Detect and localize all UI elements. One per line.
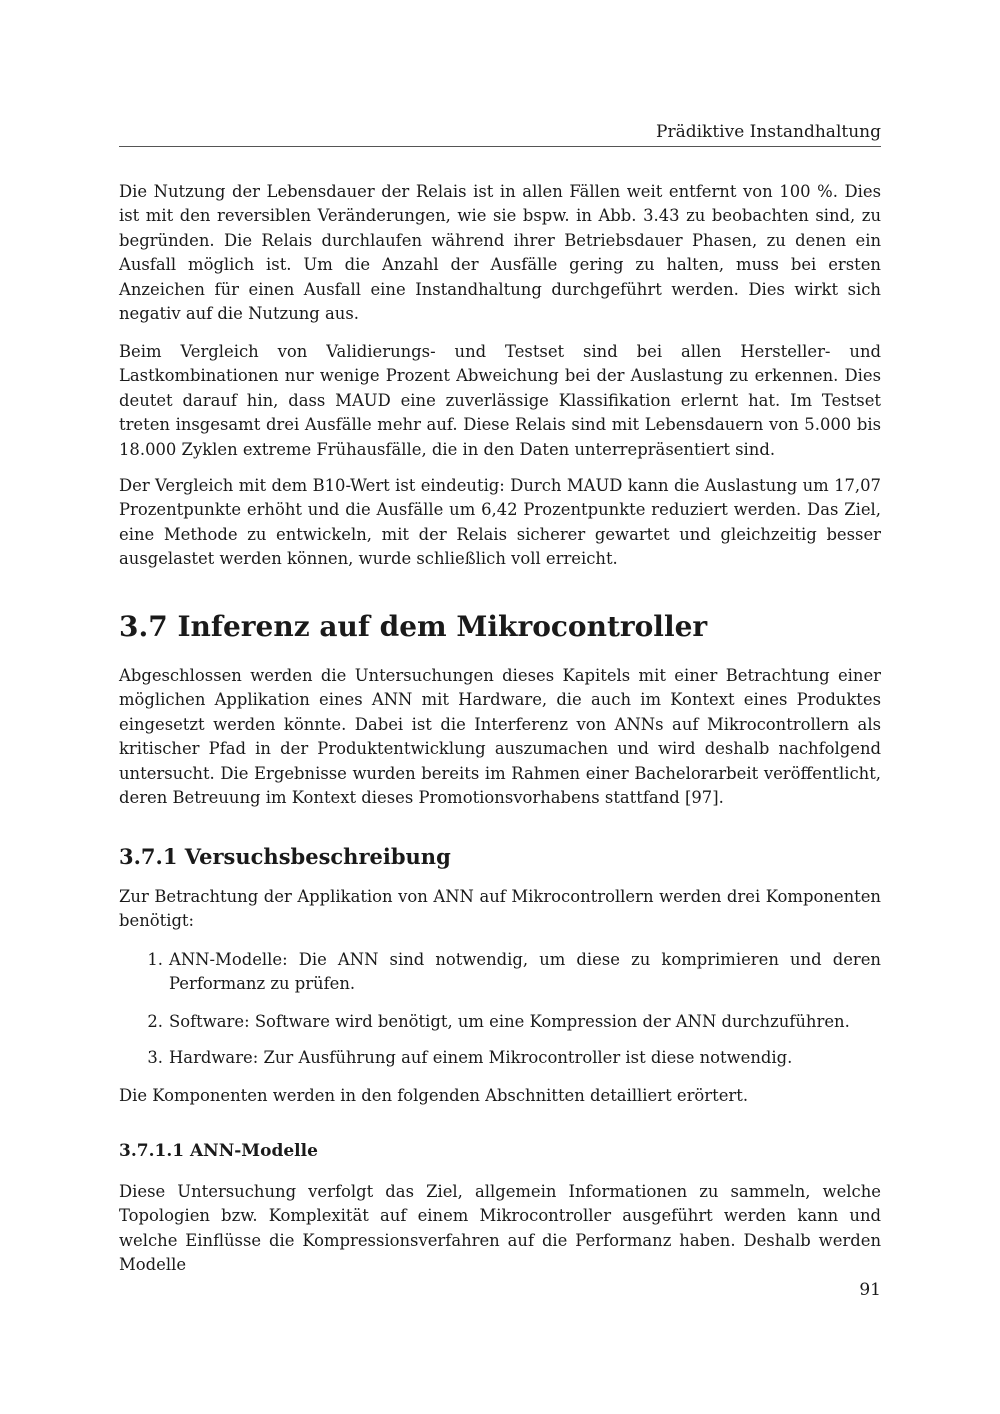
list-item-number: 2. [147, 1012, 163, 1031]
subsection-heading-block [119, 843, 881, 871]
paragraph-text: Die Nutzung der Lebensdauer der Relais ist in allen Fällen weit entfernt von 100 %. Dies ist mit den reversiblen Veränderungen, wie sie bspw. in Abb. 3.43 zu beobachten sind, zu begründen. Die Relais durchlaufen während ihrer Betriebsdauer Phasen, zu denen ein Ausfall möglich ist. Um die Anzahl der Ausfälle gering zu halten, muss bei ersten Anzeichen für einen Ausfall eine Instandhaltung durchgeführt werden. Dies wirkt sich negativ auf die Nutzung aus. [119, 182, 881, 324]
section-heading-block [119, 609, 881, 645]
section-heading: 3.7 Inferenz auf dem Mikrocontroller [119, 610, 708, 643]
paragraph-components-outro [119, 1084, 881, 1108]
subsubsection-heading-block [119, 1139, 881, 1163]
list-item-text: Hardware: Zur Ausführung auf einem Mikrocontroller ist diese notwendig. [169, 1048, 793, 1067]
running-header: Prädiktive Instandhaltung [119, 120, 881, 147]
paragraph-b10-comparison [119, 474, 881, 572]
subsubsection-heading: 3.7.1.1 ANN-Modelle [119, 1141, 318, 1161]
list-item-text: Software: Software wird benötigt, um eine Kompression der ANN durchzuführen. [169, 1012, 850, 1031]
paragraph-text: Beim Vergleich von Validierungs- und Testset sind bei allen Hersteller- und Lastkombinationen nur wenige Prozent Abweichung bei der Auslastung zu erkennen. Dies deutet darauf hin, dass MAUD eine zuverlässige Klassifikation erlernt hat. Im Testset treten insgesamt drei Ausfälle mehr auf. Diese Relais sind mit Lebensdauern von 5.000 bis 18.000 Zyklen extreme Frühausfälle, die in den Daten unterrepräsentiert sind. [119, 342, 881, 459]
paragraph-lifetime-usage [119, 180, 881, 326]
page-number: 91 [859, 1280, 881, 1300]
paragraph-components-intro [119, 885, 881, 934]
paragraph-text: Zur Betrachtung der Applikation von ANN auf Mikrocontrollern werden drei Komponenten benötigt: [119, 887, 881, 931]
paragraph-section-intro [119, 664, 881, 810]
list-item-text: ANN-Modelle: Die ANN sind notwendig, um diese zu komprimieren und deren Performanz zu prüfen. [169, 950, 881, 994]
list-item-number: 3. [147, 1048, 163, 1067]
paragraph-text: Die Komponenten werden in den folgenden Abschnitten detailliert erörtert. [119, 1086, 749, 1105]
paragraph-text: Abgeschlossen werden die Untersuchungen dieses Kapitels mit einer Betrachtung einer möglichen Applikation eines ANN mit Hardware, die auch im Kontext eines Produktes eingesetzt werden könnte. Dabei ist die Interferenz von ANNs auf Mikrocontrollern als kritischer Pfad in der Produktentwicklung auszumachen und wird deshalb nachfolgend untersucht. Die Ergebnisse wurden bereits im Rahmen einer Bachelorarbeit veröffentlicht, deren Betreuung im Kontext dieses Promotionsvorhabens stattfand [97]. [119, 666, 881, 808]
paragraph-text: Diese Untersuchung verfolgt das Ziel, allgemein Informationen zu sammeln, welche Topologien bzw. Komplexität auf einem Mikrocontroller ausgeführt werden kann und welche Einflüsse die Kompressionsverfahren auf die Performanz haben. Deshalb werden Modelle [119, 1182, 881, 1275]
paragraph-validation-vs-test [119, 340, 881, 462]
subsection-heading: 3.7.1 Versuchsbeschreibung [119, 844, 451, 869]
paragraph-ann-models [119, 1180, 881, 1278]
paragraph-text: Der Vergleich mit dem B10-Wert ist eindeutig: Durch MAUD kann die Auslastung um 17,07 Prozentpunkte erhöht und die Ausfälle um 6,42 Prozentpunkte reduziert werden. Das Ziel, eine Methode zu entwickeln, mit der Relais sicherer gewartet und gleichzeitig besser ausgelastet werden können, wurde schließlich voll erreicht. [119, 476, 881, 569]
list-item-number: 1. [147, 950, 163, 969]
